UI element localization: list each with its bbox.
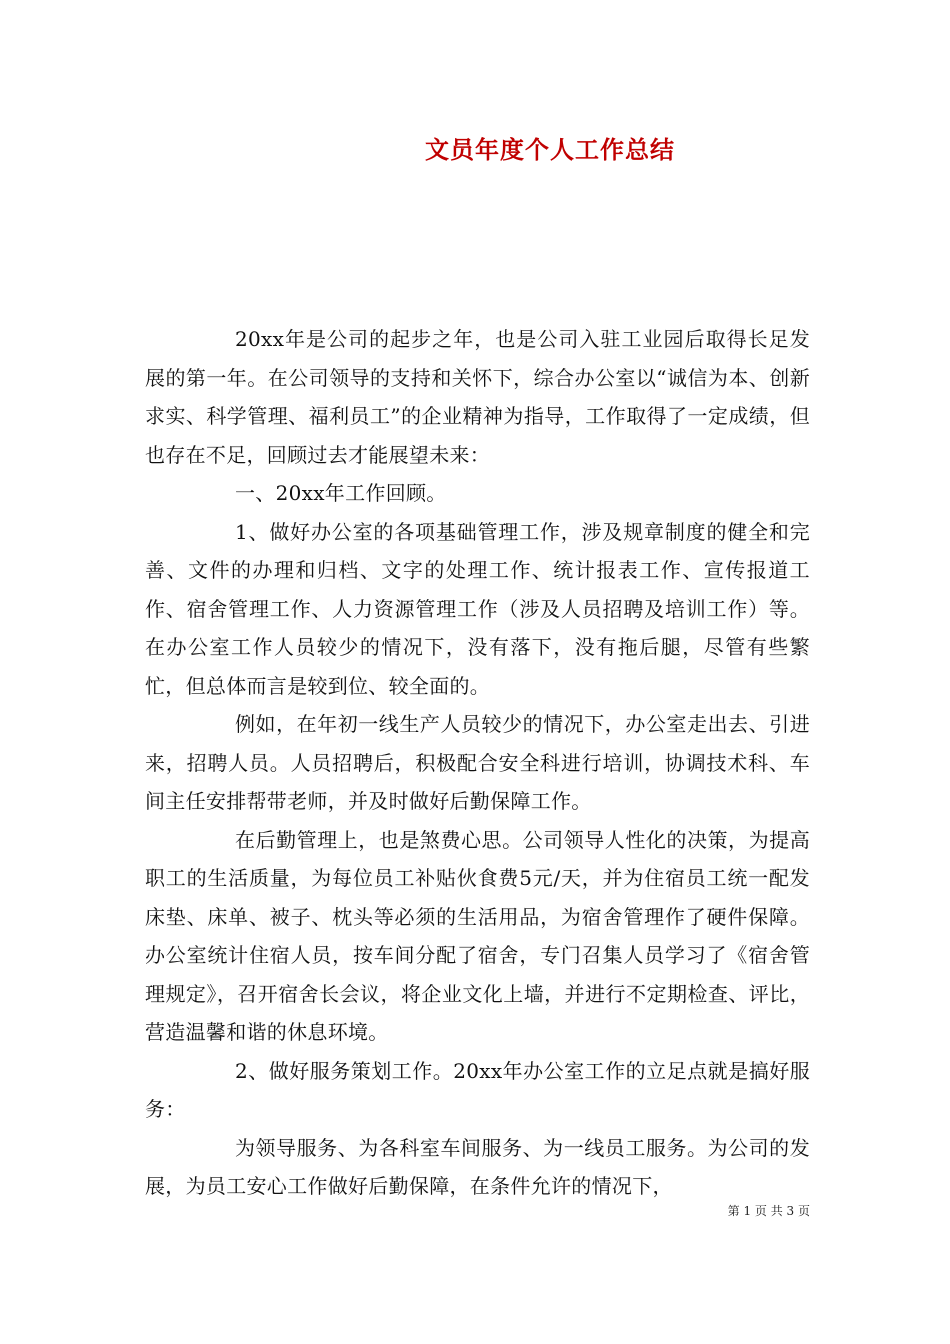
section-heading-review: 一、20xx年工作回顾。 [235,481,447,505]
paragraph-service: 为领导服务、为各科室车间服务、为一线员工服务。为公司的发展，为员工安心工作做好后勤保障，在条件允许的情况下， [145,1135,810,1198]
page-number: 第 1 页 共 3 页 [727,1204,810,1218]
paragraph-intro: 20xx年是公司的起步之年，也是公司入驻工业园后取得长足发展的第一年。在公司领导的支持和关怀下，综合办公室以“诚信为本、创新求实、科学管理、福利员工”的企业精神为指导，工作取得了一定成绩，但也存在不足，回顾过去才能展望未来： [145,327,810,467]
paragraph-example: 例如，在年初一线生产人员较少的情况下，办公室走出去、引进来，招聘人员。人员招聘后，积极配合安全科进行培训，协调技术科、车间主任安排帮带老师，并及时做好后勤保障工作。 [145,712,810,813]
document-body [145,320,810,1206]
paragraph-item-2: 2、做好服务策划工作。20xx年办公室工作的立足点就是搞好服务： [145,1058,810,1121]
paragraph-item-1: 1、做好办公室的各项基础管理工作，涉及规章制度的健全和完善、文件的办理和归档、文字的处理工作、统计报表工作、宣传报道工作、宿舍管理工作、人力资源管理工作（涉及人员招聘及培训工作）等。在办公室工作人员较少的情况下，没有落下，没有拖后腿，尽管有些繁忙，但总体而言是较到位、较全面的。 [145,519,810,698]
paragraph-logistics: 在后勤管理上，也是煞费心思。公司领导人性化的决策，为提高职工的生活质量，为每位员工补贴伙食费5元/天，并为住宿员工统一配发床垫、床单、被子、枕头等必须的生活用品，为宿舍管理作了硬件保障。办公室统计住宿人员，按车间分配了宿舍，专门召集人员学习了《宿舍管理规定》，召开宿舍长会议，将企业文化上墙，并进行不定期检查、评比，营造温馨和谐的休息环境。 [145,827,810,1044]
document-title: 文员年度个人工作总结 [425,135,675,164]
